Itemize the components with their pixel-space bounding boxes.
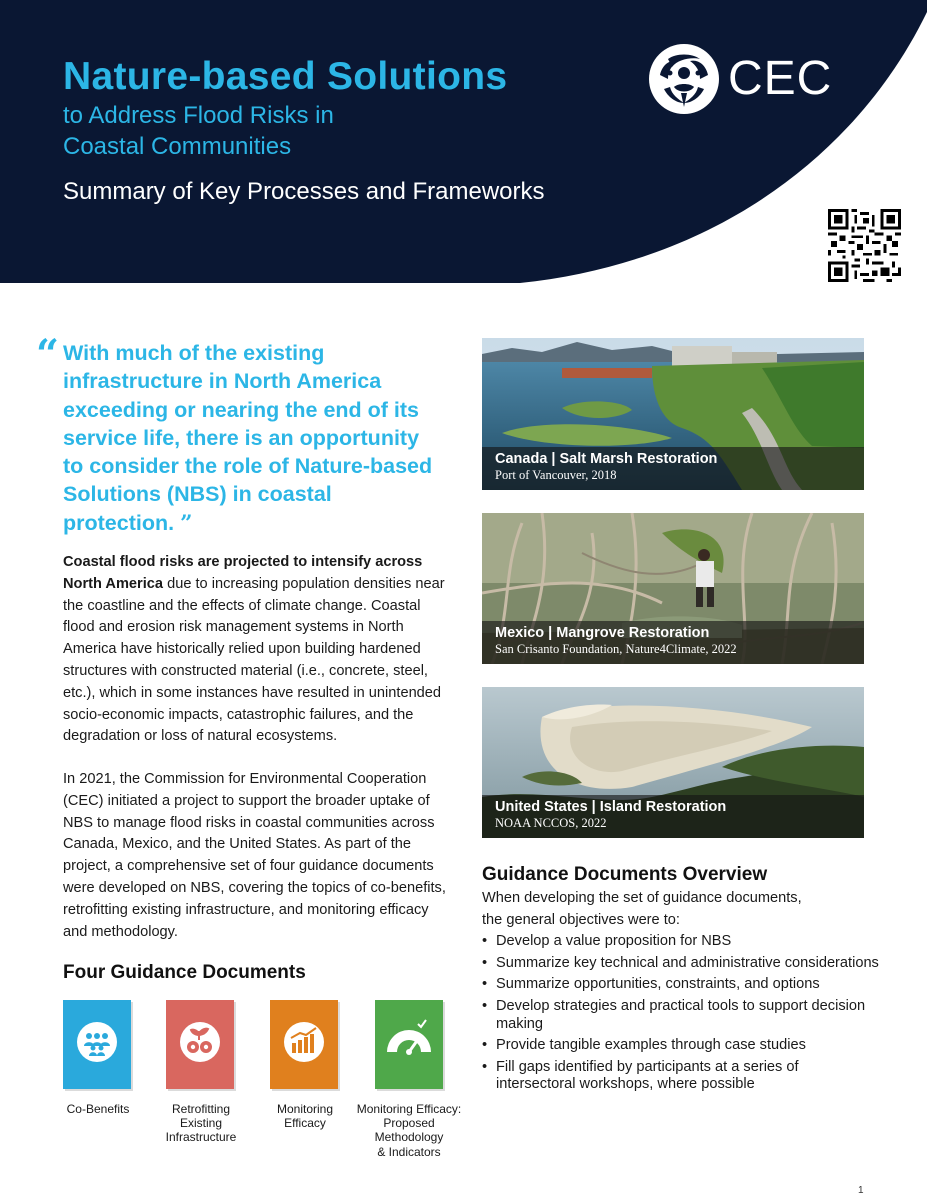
project-paragraph: In 2021, the Commission for Environmental Cooperation (CEC) initiated a project to support the broader uptake of NBS to manage flood risks in coastal communities across Canada, Mexico, and the United States. As part of the project, a comprehensive set of four guidance documents were developed on NBS, covering the topics of co-benefits, retrofitting existing infrastructure, and monitoring efficacy and methodology. bbox=[63, 771, 446, 940]
list-item: • Fill gaps identified by participants at a series of intersectoral workshops, where possible bbox=[482, 1059, 882, 1094]
guidance-docs-heading: Four Guidance Documents bbox=[63, 962, 306, 983]
plant-gears-icon bbox=[180, 1022, 220, 1062]
pull-quote-text: With much of the existing infrastructure in North America exceeding or nearing the end of its service life, there is an opportunity to consider the role of Nature-based Solutions (NBS) in coastal protection. bbox=[63, 341, 433, 535]
list-item: • Develop a value proposition for NBS bbox=[482, 933, 882, 951]
list-item: • Summarize key technical and administrative considerations bbox=[482, 955, 882, 973]
pull-quote bbox=[63, 339, 443, 538]
photo-caption: Mexico | Mangrove Restoration San Crisanto Foundation, Nature4Climate, 2022 bbox=[482, 621, 864, 664]
retrofitting-label: Retrofitting Existing Infrastructure bbox=[165, 1102, 237, 1145]
intro-paragraph: Coastal flood risks are projected to intensify across North America due to increasing population densities near the coastline and the effects of climate change. Coastal flood and erosion risk management systems in North America have historically relied upon building hardened structures with constructed material (i.e., concrete, steel, etc.), which in some instances have resulted in unintended socio-economic impacts, catastrophic failures, and the degradation or loss of natural ecosystems. bbox=[63, 554, 445, 745]
photo-mexico-mangrove bbox=[482, 513, 864, 664]
cec-logo-text: CEC bbox=[728, 52, 833, 105]
page-number: 1 bbox=[858, 1185, 864, 1196]
cec-logo-emblem bbox=[648, 43, 720, 115]
monitoring-efficacy-doc-cover[interactable] bbox=[270, 1000, 340, 1091]
overview-intro: When developing the set of guidance documents, the general objectives were to: bbox=[482, 890, 802, 928]
qr-code[interactable] bbox=[828, 209, 901, 282]
photo-caption: Canada | Salt Marsh Restoration Port of Vancouver, 2018 bbox=[482, 447, 864, 490]
page-subtitle: to Address Flood Risks in Coastal Communities bbox=[63, 102, 334, 160]
bar-chart-icon bbox=[284, 1022, 324, 1062]
retrofitting-doc-cover[interactable] bbox=[166, 1000, 236, 1091]
page-tagline: Summary of Key Processes and Frameworks bbox=[63, 178, 545, 205]
methodology-indicators-label: Monitoring Efficacy: Proposed Methodology & Indicators bbox=[356, 1102, 462, 1159]
photo-us-island bbox=[482, 687, 864, 838]
overview-heading: Guidance Documents Overview bbox=[482, 864, 768, 885]
photo-caption: United States | Island Restoration NOAA NCCOS, 2022 bbox=[482, 795, 864, 838]
people-network-icon bbox=[77, 1022, 117, 1062]
co-benefits-doc-cover[interactable] bbox=[63, 1000, 133, 1091]
quote-close-mark: ” bbox=[180, 510, 193, 536]
quote-open-mark: “ bbox=[36, 331, 60, 378]
list-item: • Develop strategies and practical tools to support decision making bbox=[482, 998, 882, 1033]
list-item: • Summarize opportunities, constraints, and options bbox=[482, 976, 882, 994]
co-benefits-label: Co-Benefits bbox=[66, 1102, 130, 1116]
list-item: • Provide tangible examples through case studies bbox=[482, 1037, 882, 1055]
page-title: Nature-based Solutions bbox=[63, 55, 508, 98]
monitoring-efficacy-label: Monitoring Efficacy bbox=[276, 1102, 334, 1131]
photo-canada-salt-marsh bbox=[482, 338, 864, 490]
methodology-indicators-doc-cover[interactable] bbox=[375, 1000, 445, 1091]
objectives-list bbox=[482, 933, 882, 1098]
